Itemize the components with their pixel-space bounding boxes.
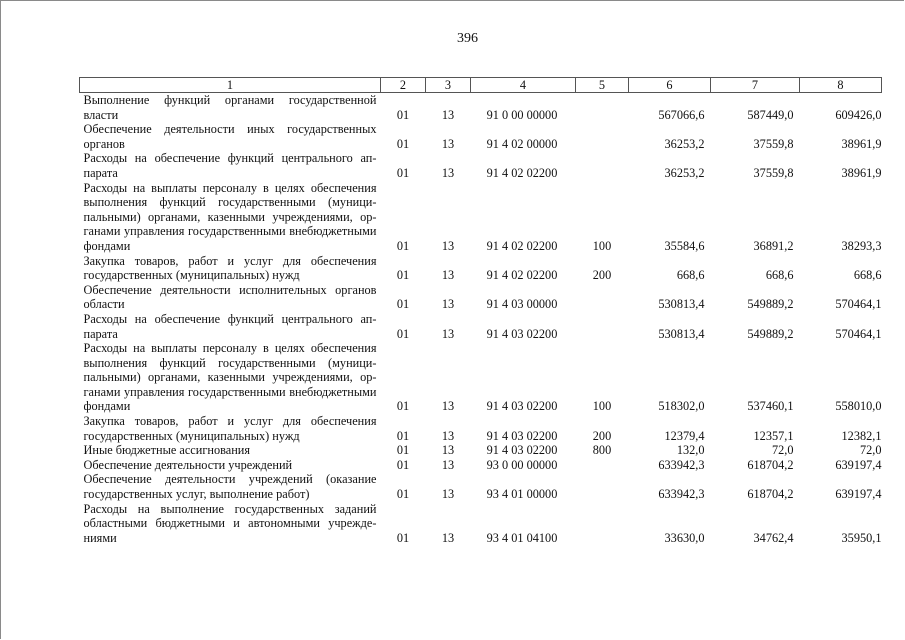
row-amount-year-2: 549889,2 <box>747 297 794 312</box>
row-name: Расходы на выплаты персоналу в целях обеспечения выполнения функций государственными (муниципальными) органами, казенными учреждениями, органами управления государственными внебюджетными фондами <box>83 341 377 414</box>
header-col-7: 7 <box>711 78 800 93</box>
row-target-article: 91 4 03 02200 <box>486 399 558 414</box>
header-col-3: 3 <box>426 78 471 93</box>
row-target-article: 91 4 02 02200 <box>486 165 558 180</box>
row-amount-year-2: 34762,4 <box>753 530 794 545</box>
row-amount-year-3: 38293,3 <box>841 238 882 253</box>
row-amount-year-1: 530813,4 <box>658 297 705 312</box>
row-subsection: 13 <box>441 457 455 472</box>
row-subsection: 13 <box>441 136 455 151</box>
row-amount-year-1: 668,6 <box>676 268 705 283</box>
table-row <box>80 254 882 283</box>
row-section: 01 <box>396 238 410 253</box>
row-section: 01 <box>396 297 410 312</box>
table-row <box>80 283 882 312</box>
row-target-article: 93 4 01 00000 <box>486 487 558 502</box>
row-expense-type <box>576 151 629 180</box>
row-expense-type: 100 <box>592 399 612 414</box>
table-row <box>80 341 882 414</box>
row-target-article: 91 4 03 02200 <box>486 428 558 443</box>
row-expense-type <box>576 122 629 151</box>
row-name: Обеспечение деятельности учреждений (оказание государственных услуг, выполнение работ) <box>83 472 377 502</box>
row-name: Расходы на обеспечение функций центрального аппарата <box>83 151 377 180</box>
row-target-article: 91 4 02 00000 <box>486 136 558 151</box>
row-amount-year-3: 12382,1 <box>841 428 882 443</box>
row-amount-year-2: 36891,2 <box>753 238 794 253</box>
row-section: 01 <box>396 268 410 283</box>
page-number: 396 <box>457 31 478 46</box>
table-row <box>80 458 882 473</box>
row-amount-year-1: 36253,2 <box>664 136 705 151</box>
row-amount-year-1: 530813,4 <box>658 326 705 341</box>
row-name: Обеспечение деятельности учреждений <box>83 457 293 472</box>
row-amount-year-1: 12379,4 <box>664 428 705 443</box>
row-amount-year-3: 570464,1 <box>835 326 882 341</box>
row-name: Расходы на выплаты персоналу в целях обеспечения выполнения функций государственными (муниципальными) органами, казенными учреждениями, органами управления государственными внебюджетными фондами <box>83 180 377 253</box>
table-row <box>80 502 882 546</box>
row-expense-type: 200 <box>592 268 612 283</box>
row-amount-year-2: 37559,8 <box>753 165 794 180</box>
header-col-4: 4 <box>471 78 576 93</box>
row-expense-type <box>576 472 629 501</box>
row-amount-year-2: 618704,2 <box>747 487 794 502</box>
row-subsection: 13 <box>441 487 455 502</box>
row-section: 01 <box>396 530 410 545</box>
row-amount-year-3: 668,6 <box>853 268 882 283</box>
row-target-article: 93 4 01 04100 <box>486 530 558 545</box>
row-expense-type <box>576 312 629 341</box>
table-row <box>80 443 882 458</box>
header-col-5: 5 <box>576 78 629 93</box>
row-name: Выполнение функций органами государственной власти <box>83 93 377 122</box>
budget-table <box>79 77 882 545</box>
row-target-article: 91 4 02 02200 <box>486 238 558 253</box>
table-row <box>80 472 882 501</box>
row-section: 01 <box>396 443 410 458</box>
row-name: Обеспечение деятельности исполнительных органов области <box>83 282 377 312</box>
row-expense-type: 200 <box>592 428 612 443</box>
row-amount-year-2: 587449,0 <box>747 107 794 122</box>
row-amount-year-3: 570464,1 <box>835 297 882 312</box>
row-name: Расходы на обеспечение функций центрального аппарата <box>83 311 377 341</box>
row-subsection: 13 <box>441 399 455 414</box>
row-amount-year-2: 12357,1 <box>753 428 794 443</box>
row-name: Иные бюджетные ассигнования <box>83 443 251 458</box>
header-col-2: 2 <box>381 78 426 93</box>
row-section: 01 <box>396 399 410 414</box>
row-amount-year-3: 35950,1 <box>841 530 882 545</box>
row-amount-year-1: 36253,2 <box>664 165 705 180</box>
row-subsection: 13 <box>441 530 455 545</box>
row-target-article: 91 0 00 00000 <box>486 107 558 122</box>
row-amount-year-3: 558010,0 <box>835 399 882 414</box>
row-amount-year-3: 639197,4 <box>835 457 882 472</box>
row-target-article: 91 4 03 02200 <box>486 443 558 458</box>
row-amount-year-1: 35584,6 <box>664 238 705 253</box>
row-amount-year-3: 38961,9 <box>841 136 882 151</box>
table-row <box>80 122 882 151</box>
row-expense-type: 100 <box>592 238 612 253</box>
table-row <box>80 181 882 254</box>
row-expense-type <box>576 283 629 312</box>
row-amount-year-3: 72,0 <box>859 443 882 458</box>
row-target-article: 91 4 03 00000 <box>486 297 558 312</box>
table-row <box>80 414 882 443</box>
row-target-article: 93 0 00 00000 <box>486 457 558 472</box>
row-amount-year-1: 132,0 <box>676 443 705 458</box>
row-expense-type <box>576 93 629 123</box>
row-subsection: 13 <box>441 238 455 253</box>
row-name: Закупка товаров, работ и услуг для обеспечения государственных (муниципальных) нужд <box>83 253 377 283</box>
table-row <box>80 93 882 123</box>
row-amount-year-2: 668,6 <box>765 268 794 283</box>
row-amount-year-1: 567066,6 <box>658 107 705 122</box>
row-section: 01 <box>396 326 410 341</box>
row-amount-year-2: 549889,2 <box>747 326 794 341</box>
row-amount-year-3: 609426,0 <box>835 107 882 122</box>
row-amount-year-1: 633942,3 <box>658 457 705 472</box>
row-expense-type: 800 <box>592 443 612 458</box>
row-amount-year-1: 633942,3 <box>658 487 705 502</box>
row-amount-year-2: 537460,1 <box>747 399 794 414</box>
row-subsection: 13 <box>441 443 455 458</box>
row-amount-year-1: 518302,0 <box>658 399 705 414</box>
row-section: 01 <box>396 136 410 151</box>
row-target-article: 91 4 02 02200 <box>486 268 558 283</box>
row-amount-year-2: 618704,2 <box>747 457 794 472</box>
row-subsection: 13 <box>441 165 455 180</box>
row-amount-year-1: 33630,0 <box>664 530 705 545</box>
row-section: 01 <box>396 487 410 502</box>
row-name: Закупка товаров, работ и услуг для обеспечения государственных (муниципальных) нужд <box>83 414 377 443</box>
row-amount-year-3: 639197,4 <box>835 487 882 502</box>
table-row <box>80 312 882 341</box>
row-amount-year-2: 72,0 <box>771 443 794 458</box>
row-subsection: 13 <box>441 268 455 283</box>
row-expense-type <box>576 458 629 473</box>
row-name: Обеспечение деятельности иных государственных органов <box>83 122 377 151</box>
row-amount-year-2: 37559,8 <box>753 136 794 151</box>
row-target-article: 91 4 03 02200 <box>486 326 558 341</box>
row-section: 01 <box>396 107 410 122</box>
row-subsection: 13 <box>441 428 455 443</box>
table-row <box>80 151 882 180</box>
row-subsection: 13 <box>441 326 455 341</box>
header-col-8: 8 <box>800 78 882 93</box>
header-row <box>80 78 882 93</box>
row-section: 01 <box>396 457 410 472</box>
row-name: Расходы на выполнение государственных заданий областными бюджетными и автономными учреждениями <box>83 501 377 545</box>
row-amount-year-3: 38961,9 <box>841 165 882 180</box>
header-col-6: 6 <box>629 78 711 93</box>
header-col-1: 1 <box>80 78 381 93</box>
row-section: 01 <box>396 165 410 180</box>
row-section: 01 <box>396 428 410 443</box>
row-subsection: 13 <box>441 297 455 312</box>
row-subsection: 13 <box>441 107 455 122</box>
row-expense-type <box>576 502 629 546</box>
